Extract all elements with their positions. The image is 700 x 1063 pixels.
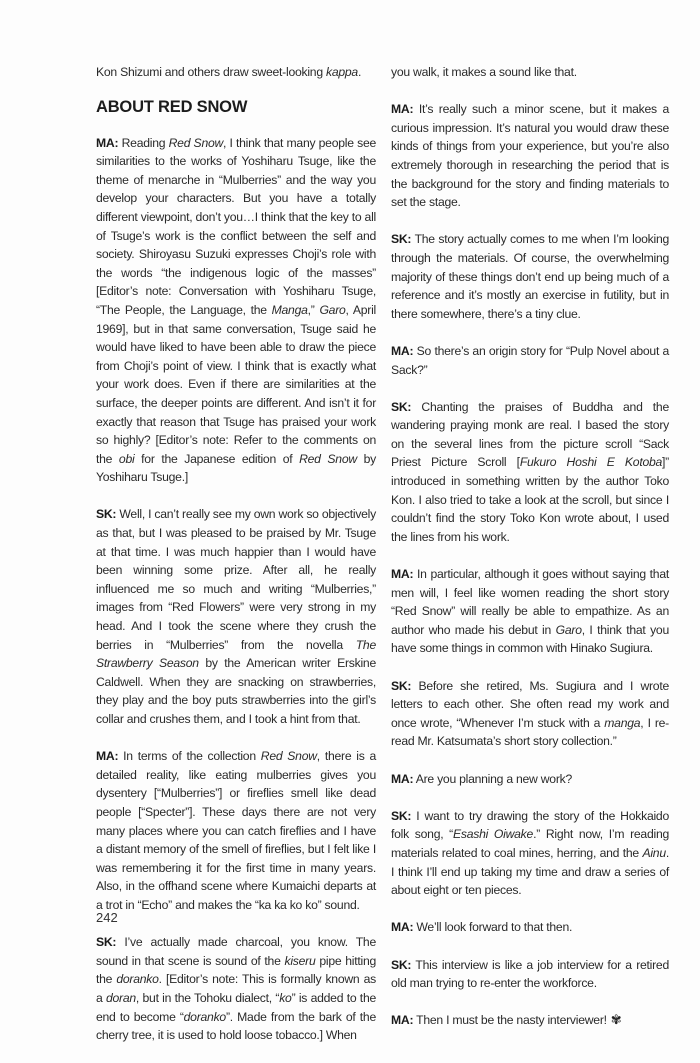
- text-run: ” is added to the end to become “: [96, 990, 377, 1024]
- speaker-label: MA:: [391, 343, 414, 358]
- interview-paragraph: [391, 100, 669, 212]
- italic-text: ko: [279, 990, 292, 1005]
- speaker-label: MA:: [391, 102, 414, 117]
- interview-paragraph: [391, 342, 669, 379]
- italic-text: Red Snow: [299, 451, 357, 466]
- interview-paragraph: [96, 505, 376, 728]
- italic-text: obi: [118, 451, 135, 466]
- text-run: for the Japanese edition of: [134, 451, 300, 466]
- text-run: . [Editor’s note: This is formally known as a: [96, 972, 376, 1005]
- interview-paragraph: [391, 398, 669, 547]
- speaker-label: SK:: [391, 678, 412, 693]
- speaker-label: SK:: [96, 507, 117, 522]
- text-run: Kon Shizumi and others draw sweet-looking: [96, 65, 326, 79]
- text-run: Reading: [118, 135, 169, 150]
- text-run: pipe hitting the: [96, 953, 376, 987]
- text-run: Then I must be the nasty interviewer!: [413, 1013, 607, 1028]
- italic-text: doranko: [183, 1009, 226, 1024]
- italic-text: Red Snow: [168, 135, 224, 150]
- left-column: [96, 63, 376, 1063]
- text-run: , I think that many people see similarities to the works of Yoshiharu Tsuge, like the theme of menarche in “Mulberries” and the way you develop your characters. But you have a totally different viewpoint, don’t you…I think that the key to all of Tsuge’s work is the conflict between the self and society. Shiroyasu Suzuki expresses Choji’s role with the words “the indigenous logic of the masses” [Editor’s note: Conversation with Yoshiharu Tsuge, “The People, the Language, the: [96, 135, 376, 317]
- page-number: 242: [96, 910, 118, 925]
- italic-text: kiseru: [284, 953, 316, 968]
- text-run: .” Right now, I’m reading materials related to coal mines, herring, and the: [391, 827, 669, 860]
- text-run: , I re-read Mr. Katsumata’s short story collection.”: [391, 715, 669, 749]
- section-heading: ABOUT RED SNOW: [96, 97, 248, 116]
- text-run: you walk, it makes a sound like that.: [391, 65, 577, 79]
- italic-text: Ainu: [642, 845, 666, 860]
- text-run: Are you planning a new work?: [413, 771, 573, 786]
- continuation-text: [391, 63, 669, 82]
- right-column: [391, 63, 669, 1048]
- text-run: .: [357, 65, 362, 79]
- speaker-label: MA:: [391, 567, 414, 582]
- text-run: , there is a detailed reality, like eating mulberries gives you dysentery [“Mulberries”] or fireflies smell like dead people [“Specter”]. These days there are not very many places where you can catch fireflies and I have a distant memory of the smell of fireflies, but I felt like I was remembering it for the first time in many years. Also, in the offhand scene where Kumaichi departs at a trot in “Echo” and makes the “ka ka ko ko” sound.: [96, 749, 376, 912]
- italic-text: Garo: [319, 302, 346, 317]
- interview-paragraph: [96, 134, 376, 487]
- text-run: In terms of the collection: [118, 749, 261, 764]
- text-run: We’ll look forward to that then.: [413, 920, 573, 935]
- flower-ornament-icon: ✾: [610, 1012, 622, 1028]
- text-run: , but in the Tohoku dialect, “: [135, 990, 280, 1005]
- interview-paragraph: [96, 747, 376, 914]
- left-paragraphs: [96, 134, 376, 1045]
- italic-text: doranko: [116, 972, 159, 987]
- interview-paragraph: [391, 565, 669, 658]
- text-run: The story actually comes to me when I’m looking through the materials. Of course, the overwhelming majority of these things don’t end up being much of a reference and it’s mostly an exercise in futility, but in there somewhere, there’s a tiny clue.: [391, 232, 669, 321]
- speaker-label: SK:: [391, 399, 412, 414]
- text-run: Chanting the praises of Buddha and the wandering praying monk are real. I based the story on the several lines from the picture scroll “Sack Priest Picture Scroll [: [391, 399, 669, 470]
- interview-paragraph: [391, 677, 669, 751]
- text-run: This interview is like a job interview for a retired old man trying to re-enter the workforce.: [391, 957, 669, 991]
- italic-text: doran: [106, 990, 136, 1005]
- text-run: by the American writer Erskine Caldwell. When they are snacking on strawberries, they play and the boy puts strawberries into the girl’s collar and crushes them, and I took a hint from that.: [96, 656, 376, 726]
- text-run: Before she retired, Ms. Sugiura and I wrote letters to each other. She often read my work and once wrote, “Whenever I’m stuck with a: [391, 678, 669, 730]
- italic-text: Fukuro Hoshi E Kotoba: [519, 455, 663, 470]
- italic-text: Manga: [271, 302, 308, 317]
- speaker-label: MA:: [391, 1013, 414, 1028]
- italic-text: The Strawberry Season: [96, 637, 376, 671]
- italic-text: Garo: [555, 622, 582, 637]
- text-run: . I think I’ll end up taking my time and draw a series of about eight or ten pieces.: [391, 845, 669, 898]
- text-run: by Yoshiharu Tsuge.]: [96, 451, 376, 485]
- interview-paragraph: [391, 230, 669, 323]
- speaker-label: MA:: [391, 771, 414, 786]
- text-run: I want to try drawing the story of the Hokkaido folk song, “: [391, 808, 669, 842]
- interview-paragraph: [391, 918, 669, 937]
- speaker-label: SK:: [391, 808, 412, 823]
- text-run: ]” introduced in something written by the author Toko Kon. I also tried to take a look at the scroll, but since I couldn’t find the story Toko Kon wrote about, I used the lines from his work.: [391, 455, 669, 544]
- text-run: ”. Made from the bark of the cherry tree, it is used to hold loose tobacco.] When: [96, 1009, 376, 1043]
- speaker-label: SK:: [96, 935, 117, 950]
- right-paragraphs: [391, 100, 669, 1030]
- italic-text: manga: [604, 715, 641, 730]
- text-run: I’ve actually made charcoal, you know. The sound in that scene is sound of the: [96, 935, 376, 968]
- interview-paragraph: [391, 956, 669, 993]
- text-run: ,”: [307, 302, 320, 317]
- speaker-label: MA:: [391, 920, 414, 935]
- speaker-label: SK:: [391, 957, 412, 972]
- text-run: , I think that you have some things in common with Hinako Sugiura.: [391, 622, 669, 656]
- text-run: , April 1969], but in that same conversation, Tsuge said he would have liked to have been able to draw the piece from Choji’s point of view. I think that is exactly what your work does. Even if there are similarities at the surface, the deeper points are different. And isn’t it for exactly that reason that Tsuge has praised your work so highly? [Editor’s note: Refer to the comments on the: [96, 302, 376, 466]
- italic-text: kappa: [326, 65, 358, 79]
- interview-paragraph: [391, 1011, 669, 1030]
- text-run: So there’s an origin story for “Pulp Novel about a Sack?”: [391, 343, 669, 377]
- speaker-label: SK:: [391, 232, 412, 247]
- interview-paragraph: [96, 933, 376, 1045]
- interview-paragraph: [391, 770, 669, 789]
- speaker-label: MA:: [96, 135, 119, 150]
- interview-paragraph: [391, 807, 669, 900]
- speaker-label: MA:: [96, 749, 119, 764]
- continuation-text: [96, 63, 376, 82]
- italic-text: Esashi Oiwake: [453, 827, 534, 842]
- text-run: It’s really such a minor scene, but it makes a curious impression. It’s natural you would draw these kinds of things from your experience, but you’re also extremely thorough in researching the period that is the background for the story and finding materials to set the stage.: [391, 102, 669, 210]
- italic-text: Red Snow: [260, 749, 317, 764]
- text-run: Well, I can’t really see my own work so objectively as that, but I was pleased to be praised by Mr. Tsuge at that time. I was much happier than I would have been winning some prize. After all, he really influenced me so much and writing “Mulberries,” images from “Red Flowers” were very strong in my head. And I took the scene where they crush the berries in “Mulberries” from the novella: [96, 507, 376, 652]
- text-run: In particular, although it goes without saying that men will, I feel like women reading the short story “Red Snow” will really be able to empathize. As an author who made his debut in: [391, 567, 669, 637]
